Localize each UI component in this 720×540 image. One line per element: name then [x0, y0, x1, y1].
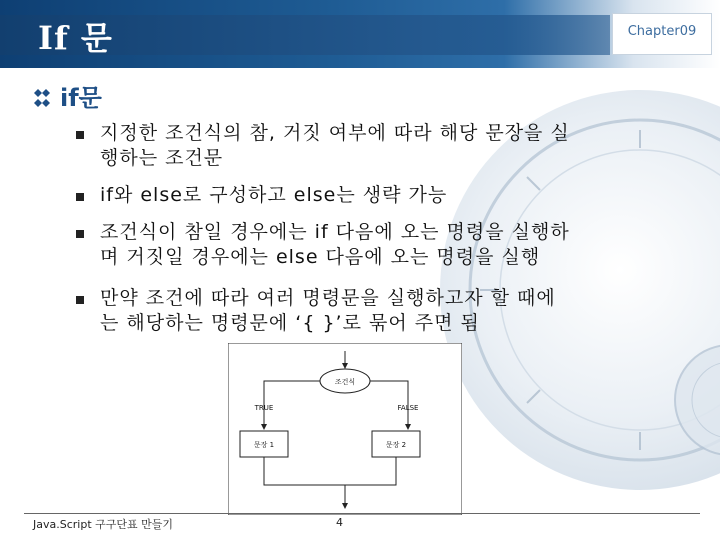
statement-1-label: 문장 1: [253, 441, 275, 449]
bullet-line: 며 거짓일 경우에는 else 다음에 오는 명령을 실행: [100, 246, 541, 268]
true-label: TRUE: [254, 404, 274, 412]
square-bullet-icon: [76, 131, 84, 139]
slide-title: If 문: [38, 19, 113, 57]
bullet-line: 는 해당하는 명령문에 ‘{ }’로 묶어 주면 됨: [100, 312, 480, 334]
bullet-line: 행하는 조건문: [100, 147, 224, 169]
if-else-flowchart: [228, 343, 462, 515]
diamond-bullet-icon: [32, 87, 60, 109]
statement-2-label: 문장 2: [385, 441, 407, 449]
section-heading-text: if문: [60, 84, 102, 112]
section-heading: [32, 86, 102, 110]
bullet-line: 만약 조건에 따라 여러 명령문을 실행하고자 할 때에: [100, 287, 556, 309]
condition-label: 조건식: [334, 378, 356, 386]
bullet-text: [100, 183, 680, 208]
footer-divider: [24, 513, 700, 514]
square-bullet-icon: [76, 193, 84, 201]
footer-text: Java.Script 구구단표 만들기: [33, 518, 174, 531]
bullet-line: 조건식이 참일 경우에는 if 다음에 오는 명령을 실행하: [100, 221, 570, 243]
bullet-text: [100, 220, 680, 270]
bullet-text: [100, 121, 680, 171]
square-bullet-icon: [76, 230, 84, 238]
bullet-line: 지정한 조건식의 참, 거짓 여부에 따라 해당 문장을 실: [100, 122, 570, 144]
square-bullet-icon: [76, 296, 84, 304]
bullet-line: if와 else로 구성하고 else는 생략 가능: [100, 184, 448, 206]
page-number: 4: [336, 516, 343, 529]
bullet-text: [100, 286, 680, 336]
false-label: FALSE: [397, 404, 419, 412]
chapter-label: Chapter09: [627, 24, 697, 39]
